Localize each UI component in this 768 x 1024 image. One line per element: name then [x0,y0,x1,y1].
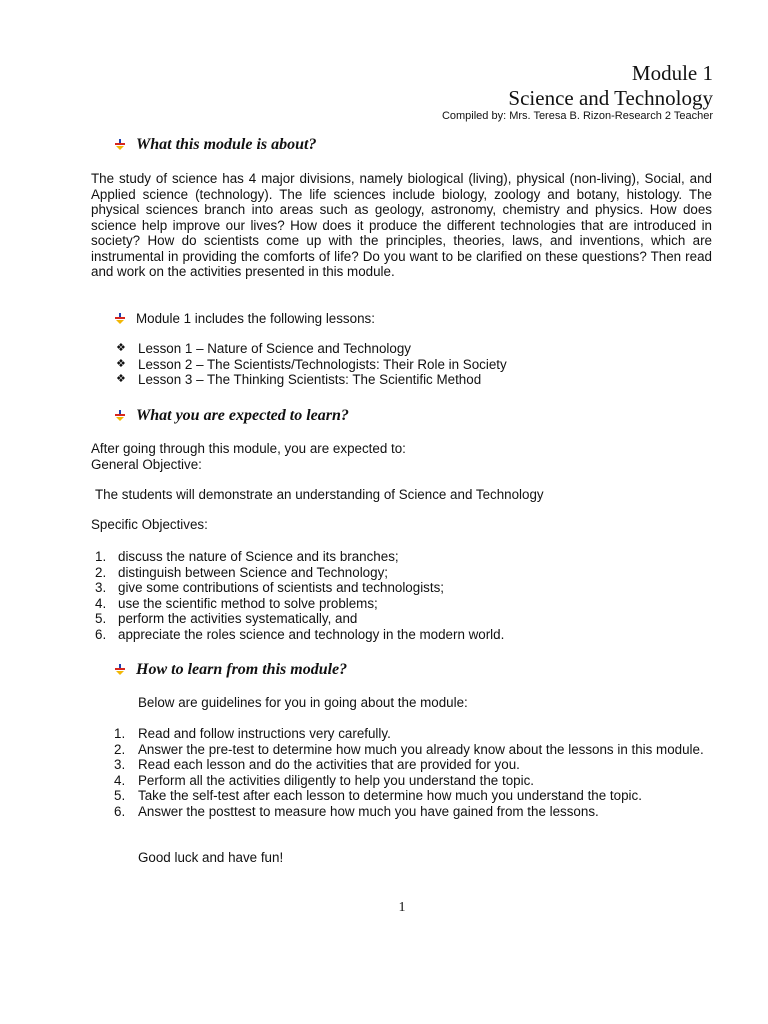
compiled-by: Compiled by: Mrs. Teresa B. Rizon-Research 2 Teacher [441,110,713,122]
list-item: ❖ Lesson 1 – Nature of Science and Technology [116,341,411,356]
list-item: 3. Read each lesson and do the activities that are provided for you. [114,757,520,772]
arrow-bullet-icon [114,138,126,150]
guideline-list [114,726,712,819]
module-title: Science and Technology [508,86,713,110]
list-item: 2. Answer the pre-test to determine how much you already know about the lessons in this module. [114,741,704,757]
heading-how [114,660,347,680]
about-paragraph: The study of science has 4 major divisions, namely biological (living), physical (non-living), Social, and Applied science (technology). The life sciences include biology, zoology and botany, histology. The physical sciences branch into areas such as geology, astronomy, chemistry and physics. How does science help improve our lives? How does it produce the different technologies that are introduced in society? How do scientists come up with the principles, theories, laws, and inventions, which are instrumental in providing the comforts of life? Do you want to be clarified on these questions? Then read and work on the activities presented in this module. [91,171,712,279]
heading-expected-text: What you are expected to learn? [136,407,349,424]
heading-expected [114,406,349,426]
closing-text: Good luck and have fun! [138,850,284,865]
general-objective-text: The students will demonstrate an understanding of Science and Technology [95,487,544,502]
list-item: 6. Answer the posttest to measure how much you have gained from the lessons. [114,803,599,819]
list-item: 4. use the scientific method to solve problems; [95,595,378,611]
list-item: 5. Take the self-test after each lesson to determine how much you understand the topic. [114,788,642,803]
list-item: 1. Read and follow instructions very carefully. [114,726,391,741]
heading-how-text: How to learn from this module? [136,661,348,678]
general-objective-label: General Objective: [91,457,202,472]
list-item: 6. appreciate the roles science and technology in the modern world. [95,626,505,642]
module-header [442,60,713,123]
arrow-bullet-icon [114,663,126,675]
module-number: Module 1 [631,61,713,85]
arrow-bullet-icon [114,409,126,421]
heading-about [114,135,317,155]
objective-list [95,549,718,642]
list-item: ❖ Lesson 2 – The Scientists/Technologists: Their Role in Society [116,356,507,372]
how-intro: Below are guidelines for you in going about the module: [138,695,468,710]
list-item: 5. perform the activities systematically, and [95,611,358,626]
expected-intro: After going through this module, you are expected to: [91,441,406,456]
list-item: ❖ Lesson 3 – The Thinking Scientists: The Scientific Method [116,372,482,387]
lessons-intro-text: Module 1 includes the following lessons: [136,311,375,326]
specific-objectives-label: Specific Objectives: [91,517,208,532]
arrow-bullet-icon [114,312,126,324]
list-item: 1. discuss the nature of Science and its branches; [95,549,399,564]
list-item: 2. distinguish between Science and Technology; [95,564,388,580]
page-number: 1 [398,900,406,915]
lessons-intro [114,311,375,327]
diamond-bullet-icon: ❖ [116,342,126,354]
list-item: 4. Perform all the activities diligently to help you understand the topic. [114,772,534,788]
diamond-bullet-icon: ❖ [116,373,126,385]
diamond-bullet-icon: ❖ [116,357,126,370]
lesson-list [116,341,718,388]
list-item: 3. give some contributions of scientists and technologists; [95,580,445,595]
heading-about-text: What this module is about? [136,136,317,153]
